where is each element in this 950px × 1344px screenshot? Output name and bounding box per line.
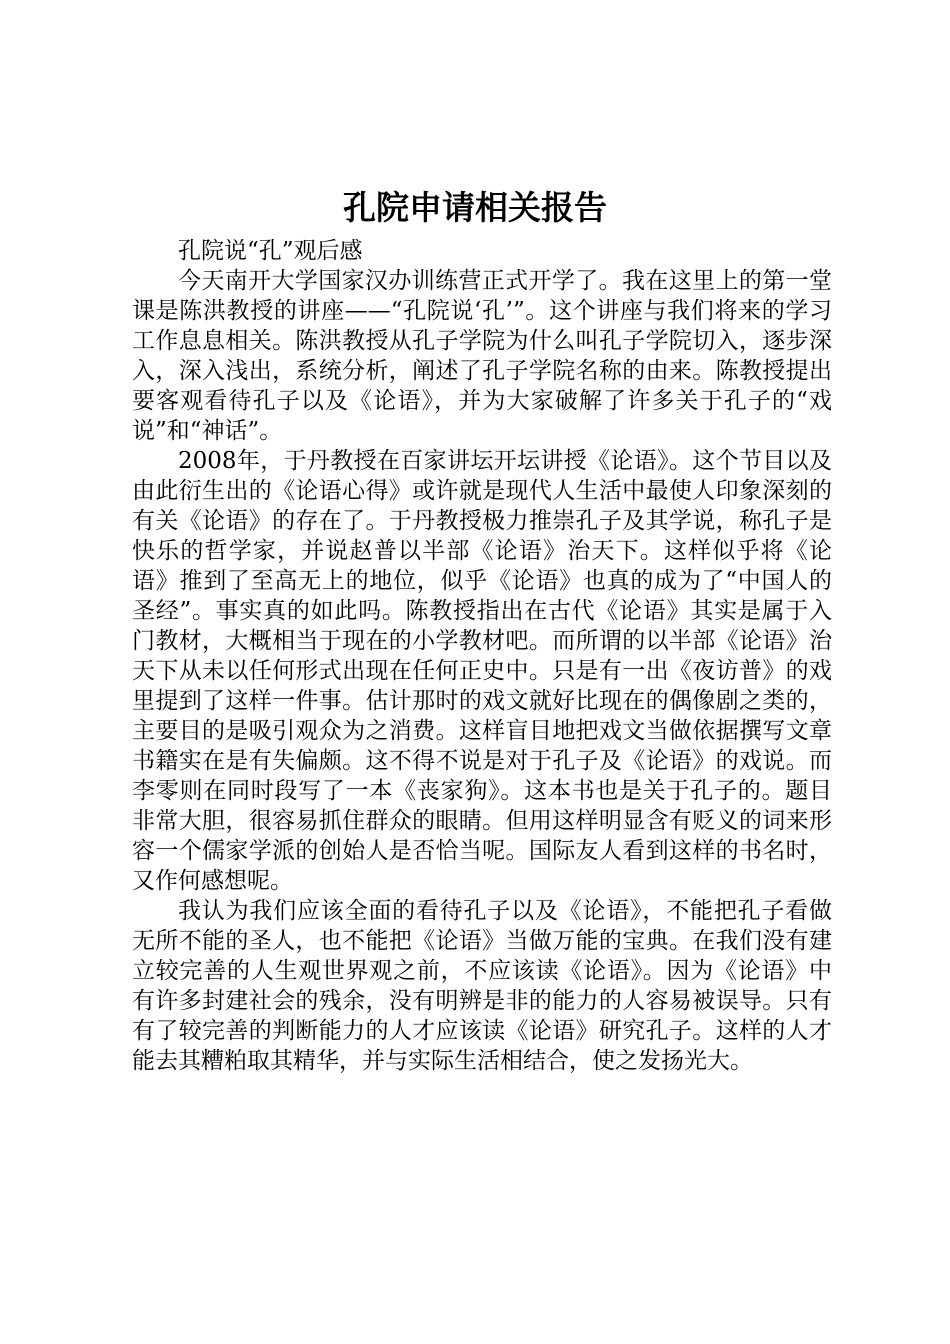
body-paragraph-2: 2008年，于丹教授在百家讲坛开坛讲授《论语》。这个节目以及由此衍生出的《论语心得》或许就是现代人生活中最使人印象深刻的有关《论语》的存在了。于丹教授极力推崇孔子及其学说，称孔子是快乐的哲学家，并说赵普以半部《论语》治天下。这样似乎将《论语》推到了至高无上的地位，似乎《论语》也真的成为了“中国人的圣经”。事实真的如此吗。陈教授指出在古代《论语》其实是属于入门教材，大概相当于现在的小学教材吧。而所谓的以半部《论语》治天下从未以任何形式出现在任何正史中。只是有一出《夜访普》的戏里提到了这样一件事。估计那时的戏文就好比现在的偶像剧之类的，主要目的是吸引观众为之消费。这样盲目地把戏文当做依据撰写文章书籍实在是有失偏颇。这不得不说是对于孔子及《论语》的戏说。而李零则在同时段写了一本《丧家狗》。这本书也是关于孔子的。题目非常大胆，很容易抓住群众的眼睛。但用这样明显含有贬义的词来形容一个儒家学派的创始人是否恰当呢。国际友人看到这样的书名时，又作何感想呢。: [132, 448, 832, 894]
document-title: 孔院申请相关报告: [343, 188, 607, 227]
document-body: [132, 236, 832, 1076]
body-paragraph-1: 今天南开大学国家汉办训练营正式开学了。我在这里上的第一堂课是陈洪教授的讲座——“孔院说‘孔’”。这个讲座与我们将来的学习工作息息相关。陈洪教授从孔子学院为什么叫孔子学院切入，逐步深入，深入浅出，系统分析，阐述了孔子学院名称的由来。陈教授提出要客观看待孔子以及《论语》，并为大家破解了许多关于孔子的“戏说”和“神话”。: [132, 268, 832, 444]
document-subtitle: 孔院说“孔”观后感: [178, 238, 363, 264]
body-paragraph-3: 我认为我们应该全面的看待孔子以及《论语》，不能把孔子看做无所不能的圣人，也不能把《论语》当做万能的宝典。在我们没有建立较完善的人生观世界观之前，不应该读《论语》。因为《论语》中有许多封建社会的残余，没有明辨是非的能力的人容易被误导。只有有了较完善的判断能力的人才应该读《论语》研究孔子。这样的人才能去其糟粕取其精华，并与实际生活相结合，使之发扬光大。: [132, 898, 832, 1074]
